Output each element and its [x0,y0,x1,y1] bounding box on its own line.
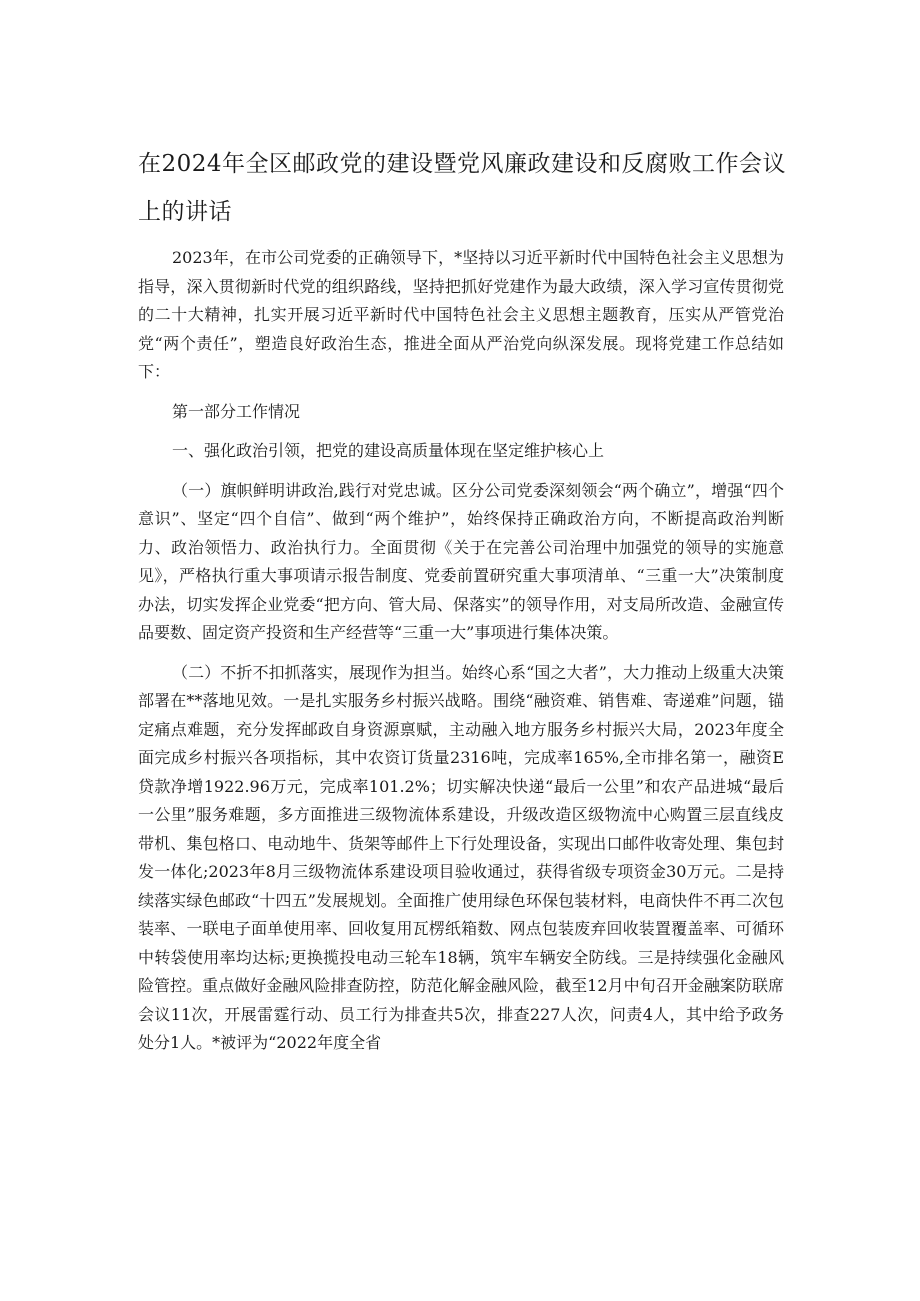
paragraph-political-loyalty: （一）旗帜鲜明讲政治,践行对党忠诚。区分公司党委深刻领会“两个确立”，增强“四个意识”、坚定“四个自信”、做到“两个维护”，始终保持正确政治方向，不断提高政治判断力、政治领悟力、政治执行力。全面贯彻《关于在完善公司治理中加强党的领导的实施意见》，严格执行重大事项请示报告制度、党委前置研究重大事项清单、“三重一大”决策制度办法，切实发挥企业党委“把方向、管大局、保落实”的领导作用，对支局所改造、金融宣传品要数、固定资产投资和生产经营等“三重一大”事项进行集体决策。 [138,480,784,642]
section-heading: 一、强化政治引领，把党的建设高质量体现在坚定维护核心上 [172,441,605,460]
intro-paragraph: 2023年，在市公司党委的正确领导下，*坚持以习近平新时代中国特色社会主义思想为指导，深入贯彻新时代党的组织路线，坚持把抓好党建作为最大政绩，深入学习宣传贯彻党的二十大精神，扎实开展习近平新时代中国特色社会主义思想主题教育，压实从严管党治党“两个责任”，塑造良好政治生态，推进全面从严治党向纵深发展。现将党建工作总结如下： [138,248,784,381]
document-title: 在2024年全区邮政党的建设暨党风廉政建设和反腐败工作会议上的讲话 [138,151,787,225]
part-heading: 第一部分工作情况 [172,401,301,421]
paragraph-implementation: （二）不折不扣抓落实，展现作为担当。始终心系“国之大者”，大力推动上级重大决策部署在**落地见效。一是扎实服务乡村振兴战略。围绕“融资难、销售难、寄递难”问题，锚定痛点难题，充分发挥邮政自身资源禀赋，主动融入地方服务乡村振兴大局，2023年度全面完成乡村振兴各项指标，其中农资订货量2316吨，完成率165%,全市排名第一，融资E贷款净增1922.96万元，完成率101.2%；切实解决快递“最后一公里”和农产品进城“最后一公里”服务难题，多方面推进三级物流体系建设，升级改造区级物流中心购置三层直线皮带机、集包格口、电动地牛、货架等邮件上下行处理设备，实现出口邮件收寄处理、集包封发一体化;2023年8月三级物流体系建设项目验收通过，获得省级专项资金30万元。二是持续落实绿色邮政“十四五”发展规划。全面推广使用绿色环保包装材料，电商快件不再二次包装率、一联电子面单使用率、回收复用瓦楞纸箱数、网点包装废弃回收装置覆盖率、可循环中转袋使用率均达标;更换揽投电动三轮车18辆，筑牢车辆安全防线。三是持续强化金融风险管控。重点做好金融风险排查防控，防范化解金融风险，截至12月中旬召开金融案防联席会议11次，开展雷霆行动、员工行为排查共5次，排查227人次，问责4人，其中给予政务处分1人。*被评为“2022年度全省 [138,662,784,1052]
document-body [138,244,784,1058]
